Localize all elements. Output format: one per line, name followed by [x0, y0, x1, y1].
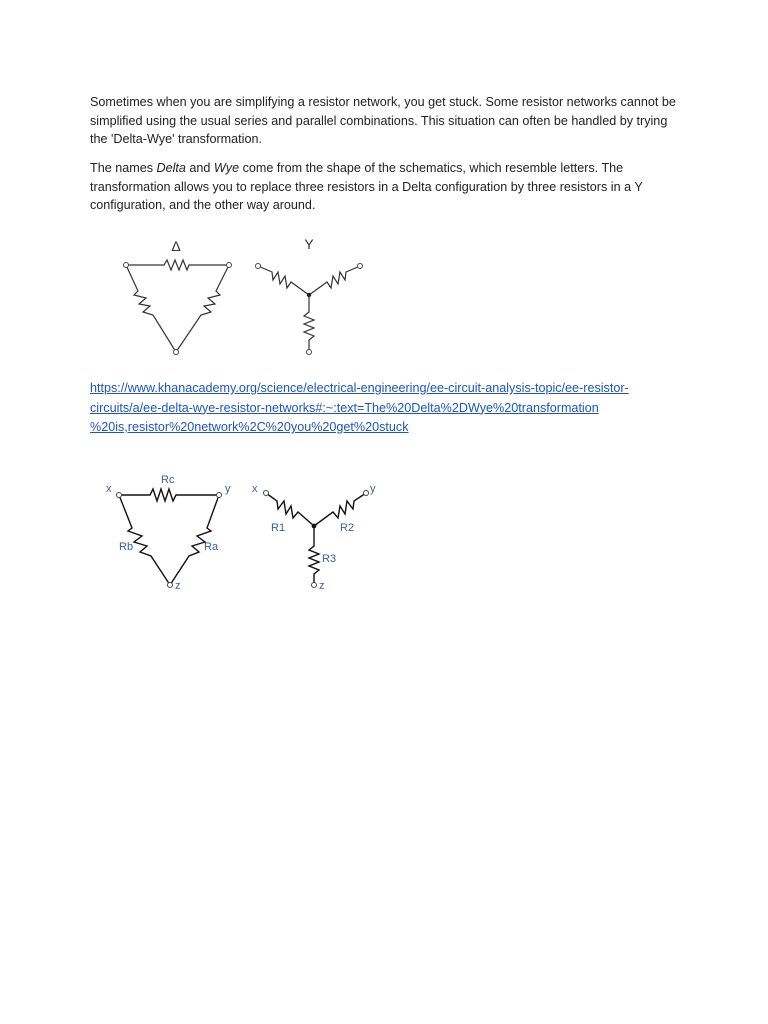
link-line-3[interactable]: %20is,resistor%20network%2C%20you%20get%20stuck: [90, 420, 409, 434]
delta-y-label: y: [225, 483, 231, 495]
delta-label: Δ: [171, 238, 181, 254]
delta2-node-x: [117, 493, 122, 498]
wye-word: Wye: [213, 161, 240, 175]
names-paragraph-pre: The names: [90, 161, 157, 175]
delta-network: [124, 260, 232, 355]
wye-r3-label: R3: [322, 553, 337, 565]
delta-node-bottom: [174, 350, 179, 355]
delta-z-label: z: [175, 580, 181, 592]
delta-rc-label: Rc: [161, 474, 175, 486]
wye-r2-label: R2: [340, 522, 355, 534]
wye-y-label: y: [370, 483, 376, 495]
intro-paragraph: Sometimes when you are simplifying a resistor network, you get stuck. Some resistor networks cannot be simplified using the usual series and parallel combinations. This situation can often be handled by trying the 'Delta-Wye' transformation.: [90, 95, 676, 146]
wye2-node-z: [312, 583, 317, 588]
delta-x-label: x: [106, 483, 112, 495]
delta-word: Delta: [156, 161, 186, 175]
wye2-node-y: [364, 491, 369, 496]
wye-center-node: [307, 293, 311, 297]
khanacademy-link[interactable]: [90, 379, 690, 438]
wye-node-bottom: [307, 350, 312, 355]
link-line-2[interactable]: circuits/a/ee-delta-wye-resistor-networks#:~:text=The%20Delta%2DWye%20transformation: [90, 400, 599, 415]
wye-z-label: z: [319, 580, 325, 592]
wye-node-right: [358, 264, 363, 269]
wye-x-label: x: [252, 483, 258, 495]
labelled-delta-wye-schematic: [100, 470, 400, 595]
wye-node-left: [256, 264, 261, 269]
link-line-1[interactable]: https://www.khanacademy.org/science/electrical-engineering/ee-circuit-analysis-topic/ee-resistor-: [90, 381, 629, 395]
names-paragraph-mid: and: [185, 161, 214, 175]
wye-r1-label: R1: [271, 522, 286, 534]
delta-ra-label: Ra: [204, 541, 219, 553]
wye2-node-x: [264, 491, 269, 496]
delta2-node-y: [217, 493, 222, 498]
delta-node-right: [227, 263, 232, 268]
labelled-wye-network: [252, 483, 376, 592]
delta-wye-schematic: [110, 234, 380, 364]
names-paragraph-post: come from the shape of the schematics, which resemble letters. The transformation allows you to replace three resistors in a Delta configuration by three resistors in a Y configuration, and the other way around.: [90, 161, 643, 212]
delta-node-left: [124, 263, 129, 268]
delta2-node-z: [168, 583, 173, 588]
names-paragraph: [90, 159, 680, 215]
delta-rb-label: Rb: [119, 541, 134, 553]
wye2-center-node: [312, 524, 317, 529]
wye-network: [256, 264, 363, 355]
labelled-delta-network: [106, 474, 231, 592]
wye-label: Y: [304, 236, 314, 252]
